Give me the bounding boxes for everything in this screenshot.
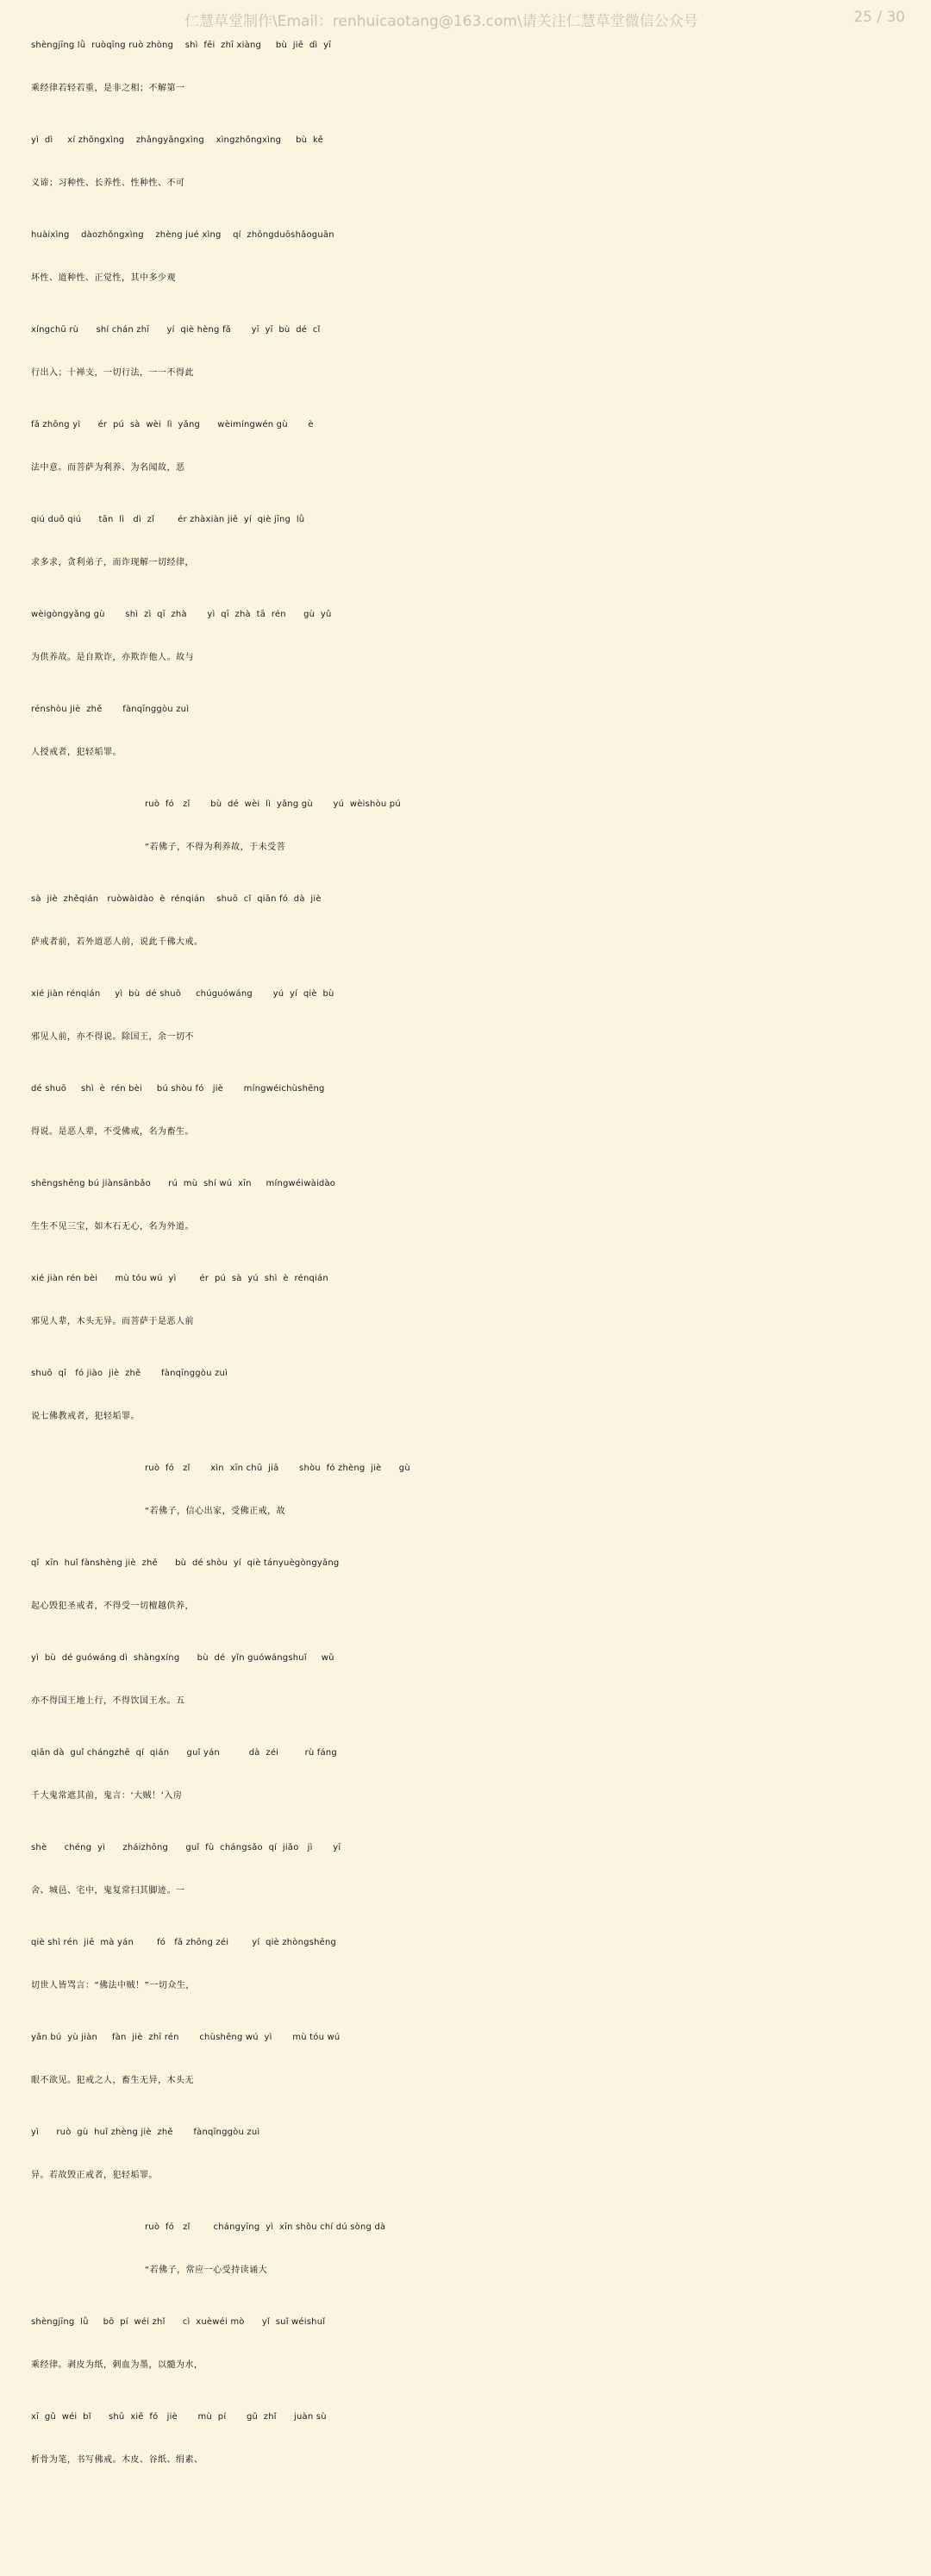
page-number: 25 / 30 [853, 9, 905, 26]
chinese-text: 舍、城邑、宅中，鬼复常扫其脚迹。一 [31, 1886, 185, 1896]
pinyin-annotation: ruò fó zǐ bù dé wèi lì yǎng gù yú wèishòu pú [145, 799, 401, 809]
pinyin-annotation: wèigòngyǎng gù shì zì qī zhà yì qī zhà tā rén gù yǔ [31, 610, 332, 619]
chinese-text: 眼不欲见。犯戒之人，畜生无异，木头无 [31, 2076, 194, 2085]
chinese-text: 乘经律。剥皮为纸，刺血为墨，以髓为水， [31, 2360, 203, 2370]
pinyin-annotation: shèngjīng lǜ bō pí wéi zhǐ cì xuèwéi mò yǐ suǐ wéishuǐ [31, 2317, 326, 2327]
pinyin-annotation: xíngchū rù shí chán zhī yí qiè hèng fǎ yī yī bù dé cǐ [31, 325, 321, 335]
pinyin-annotation: qiú duō qiú tān lì dì zǐ ér zhàxiàn jiě yí qiè jīng lǜ [31, 515, 305, 524]
pinyin-annotation: sà jiè zhěqián ruòwàidào è rénqián shuō cǐ qiān fó dà jiè [31, 894, 322, 904]
pinyin-annotation: qiè shì rén jiē mà yán fó fǎ zhōng zéi yí qiè zhòngshēng [31, 1938, 337, 1947]
chinese-text: 法中意。而菩萨为利养、为名闻故，恶 [31, 463, 185, 473]
text-line [0, 2023, 931, 2118]
text-line [0, 2213, 931, 2308]
pinyin-annotation: shè chéng yì zháizhōng guǐ fù chángsǎo qí jiǎo jì yī [31, 1843, 341, 1852]
pinyin-annotation: huàixìng dàozhǒngxìng zhèng jué xìng qí zhōngduōshǎoguān [31, 230, 334, 240]
text-line [0, 126, 931, 221]
chinese-text: 异。若故毁正戒者，犯轻垢罪。 [31, 2171, 158, 2180]
text-line [0, 695, 931, 790]
pinyin-annotation: shuō qī fó jiào jiè zhě fànqīnggòu zuì [31, 1369, 228, 1378]
text-line [0, 980, 931, 1075]
chinese-text: 说七佛教戒者，犯轻垢罪。 [31, 1412, 140, 1421]
pinyin-annotation: dé shuō shì è rén bèi bú shòu fó jiè míngwéichùshēng [31, 1084, 325, 1094]
pinyin-annotation: xié jiàn rén bèi mù tóu wú yì ér pú sà yú shì è rénqián [31, 1274, 328, 1283]
text-line [0, 1075, 931, 1169]
text-line [0, 505, 931, 600]
text-body [0, 31, 931, 2498]
pinyin-annotation: xié jiàn rénqián yì bù dé shuō chúguówáng yú yí qiè bù [31, 989, 334, 999]
pinyin-annotation: yì dì xí zhǒngxìng zhǎngyǎngxìng xìngzhǒngxìng bù kě [31, 135, 323, 145]
chinese-text: 义谛；习种性、长养性、性种性、不可 [31, 179, 185, 188]
text-line [0, 1928, 931, 2023]
pinyin-annotation: ruò fó zǐ chángyīng yì xīn shòu chí dú sòng dà [145, 2222, 386, 2232]
text-line [0, 1264, 931, 1359]
pinyin-annotation: qiān dà guǐ chángzhē qí qián guǐ yán dà zéi rù fáng [31, 1748, 337, 1758]
chinese-text: “若佛子，信心出家，受佛正戒，故 [145, 1507, 286, 1516]
text-line [0, 600, 931, 695]
pinyin-annotation: yǎn bú yù jiàn fàn jiè zhī rén chùshēng wú yì mù tóu wú [31, 2033, 341, 2042]
pinyin-annotation: xī gǔ wéi bǐ shū xiě fó jiè mù pí gǔ zhǐ juàn sù [31, 2412, 327, 2422]
chinese-text: 千大鬼常遮其前，鬼言：‘大贼！’入房 [31, 1791, 183, 1801]
text-line [0, 2403, 931, 2498]
chinese-text: 生生不见三宝，如木石无心，名为外道。 [31, 1222, 194, 1232]
text-line [0, 411, 931, 505]
chinese-text: 坏性、道种性、正觉性，其中多少观 [31, 273, 176, 283]
text-line [0, 790, 931, 885]
text-line [0, 2118, 931, 2213]
chinese-text: 析骨为笔，书写佛戒。木皮、谷纸、绢素、 [31, 2455, 203, 2465]
text-line [0, 31, 931, 126]
text-line [0, 221, 931, 316]
pinyin-annotation: ruò fó zǐ xìn xīn chū jiā shòu fó zhèng jiè gù [145, 1463, 410, 1473]
text-line [0, 1739, 931, 1833]
pinyin-annotation: qǐ xīn huǐ fànshèng jiè zhě bù dé shòu yí qiè tányuègòngyǎng [31, 1558, 340, 1568]
chinese-text: 求多求，贪利弟子，而诈现解一切经律， [31, 558, 194, 567]
pinyin-annotation: yì bù dé guówáng dì shàngxíng bù dé yǐn guówángshuǐ wǔ [31, 1653, 334, 1663]
chinese-text: 得说。是恶人辈，不受佛戒，名为畜生。 [31, 1127, 194, 1137]
pinyin-annotation: yì ruò gù huǐ zhèng jiè zhě fànqīnggòu zuì [31, 2128, 260, 2137]
chinese-text: 邪见人前，亦不得说。除国王，余一切不 [31, 1032, 194, 1042]
chinese-text: 亦不得国王地上行，不得饮国王水。五 [31, 1696, 185, 1706]
chinese-text: 萨戒者前，若外道恶人前，说此千佛大戒。 [31, 937, 203, 947]
chinese-text: 切世人皆骂言：“佛法中贼！”一切众生， [31, 1981, 195, 1990]
pinyin-annotation: fǎ zhōng yì ér pú sà wèi lì yǎng wèimíngwén gù è [31, 420, 314, 429]
chinese-text: 邪见人辈，木头无异。而菩萨于是恶人前 [31, 1317, 194, 1326]
chinese-text: 人授戒者，犯轻垢罪。 [31, 748, 122, 757]
chinese-text: 为供养故。是自欺诈，亦欺诈他人。故与 [31, 653, 194, 662]
pinyin-annotation: shēngshēng bú jiànsānbǎo rú mù shí wú xīn míngwéiwàidào [31, 1179, 336, 1188]
text-line [0, 1833, 931, 1928]
text-line [0, 2308, 931, 2403]
pinyin-annotation: shèngjīng lǜ ruòqīng ruò zhòng shì fēi zhī xiàng bù jiě dì yī [31, 41, 332, 50]
text-line [0, 1169, 931, 1264]
text-line [0, 1454, 931, 1549]
text-line [0, 1644, 931, 1739]
page-header [0, 7, 931, 33]
chinese-text: “若佛子，不得为利养故，于未受菩 [145, 843, 286, 852]
header-credit: 仁慧草堂制作\Email：renhuicaotang@163.com\请关注仁慧草堂微信公众号 [184, 13, 698, 30]
text-line [0, 316, 931, 411]
text-line [0, 885, 931, 980]
chinese-text: 乘经律若轻若重，是非之相；不解第一 [31, 84, 185, 93]
chinese-text: 起心毁犯圣戒者，不得受一切檀越供养， [31, 1601, 194, 1611]
chinese-text: 行出入；十禅支，一切行法，一一不得此 [31, 368, 194, 378]
chinese-text: “若佛子，常应一心受持读诵大 [145, 2266, 268, 2275]
pinyin-annotation: rénshòu jiè zhě fànqīnggòu zuì [31, 705, 190, 714]
text-line [0, 1549, 931, 1644]
text-line [0, 1359, 931, 1454]
